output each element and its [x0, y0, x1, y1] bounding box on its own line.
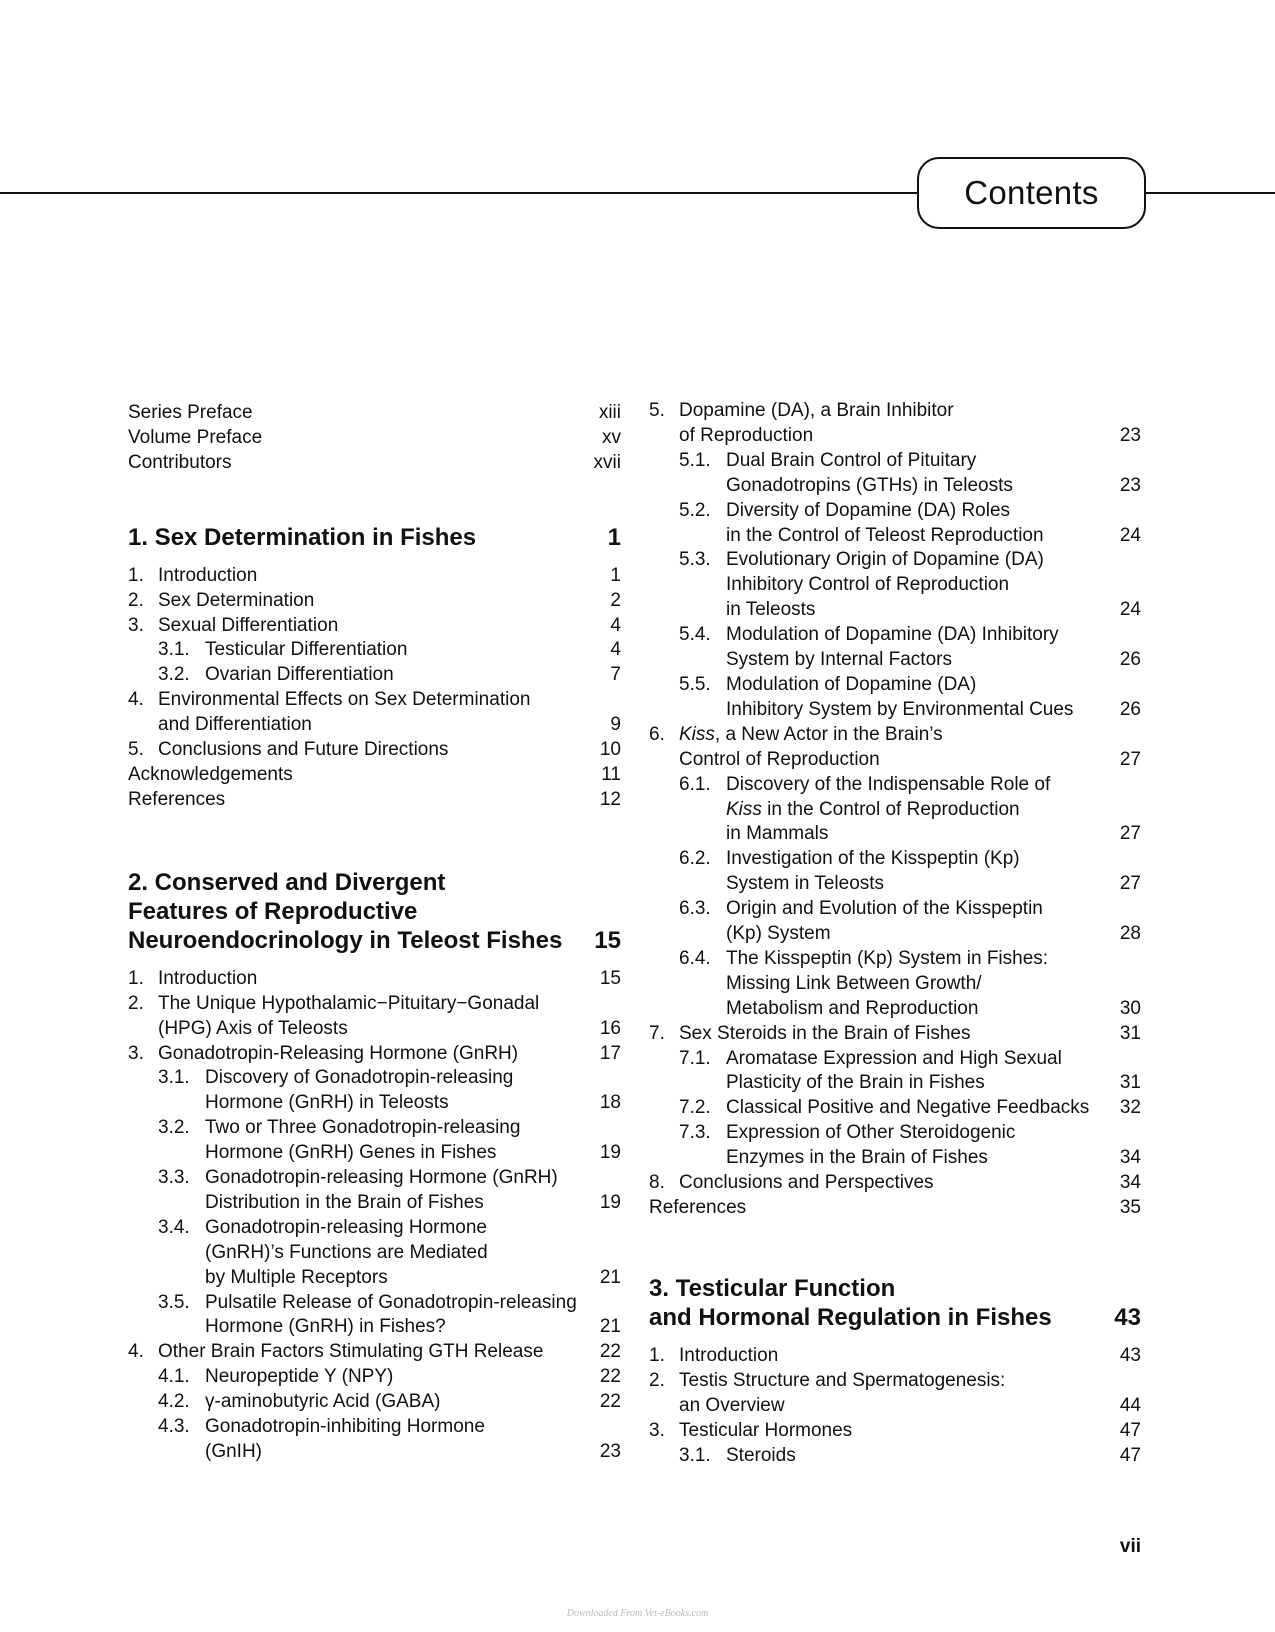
entry-page: 28: [1119, 923, 1141, 945]
entry-page: 24: [1119, 599, 1141, 621]
toc-left-column: [128, 401, 621, 1465]
entry-title: Contributors: [128, 451, 232, 473]
entry-subnumber: 5.5.: [679, 673, 711, 695]
toc-entry: [649, 1071, 1141, 1096]
toc-entry: [649, 1146, 1141, 1171]
entry-page: xiii: [598, 402, 621, 423]
entry-title: The Kisspeptin (Kp) System in Fishes:: [726, 947, 1049, 969]
entry-page: xv: [602, 426, 621, 448]
contents-heading: Contents: [964, 174, 1099, 211]
toc-entry: [128, 451, 621, 476]
entry-title: Neuropeptide Y (NPY): [205, 1366, 394, 1388]
entry-subnumber: 5.1.: [679, 449, 711, 471]
entry-subnumber: 5.2.: [679, 499, 711, 521]
entry-page: 16: [599, 1017, 621, 1039]
entry-title: References: [649, 1197, 747, 1218]
toc-entry: [649, 474, 1141, 499]
entry-page: 43: [1119, 1344, 1141, 1366]
chapter-title: and Hormonal Regulation in Fishes: [649, 1303, 1052, 1331]
entry-page: 10: [599, 739, 621, 761]
entry-page: 4: [610, 639, 621, 661]
entry-title: Origin and Evolution of the Kisspeptin: [726, 898, 1043, 920]
entry-subnumber: 3.3.: [158, 1167, 190, 1189]
entry-number: 6.: [649, 723, 665, 745]
toc-entry: [649, 947, 1141, 972]
entry-title: in Mammals: [726, 823, 829, 845]
chapter-2-heading: [128, 868, 621, 955]
entry-title: an Overview: [679, 1394, 785, 1416]
toc-entry: [649, 1196, 1141, 1221]
entry-title: Steroids: [726, 1444, 796, 1466]
entry-title: Conclusions and Future Directions: [158, 739, 449, 761]
front-matter-list: [128, 401, 621, 476]
toc-entry: [128, 1440, 621, 1465]
toc-entry: [128, 1017, 621, 1042]
chapter-3-heading: [649, 1274, 1141, 1332]
entry-page: 24: [1119, 524, 1141, 546]
entry-title: Other Brain Factors Stimulating GTH Release: [158, 1341, 544, 1363]
entry-number: 3.: [128, 614, 144, 636]
entry-subnumber: 3.4.: [158, 1216, 190, 1238]
chapter-title: Neuroendocrinology in Teleost Fishes: [128, 926, 563, 954]
toc-entry: [649, 922, 1141, 947]
entry-title: Dopamine (DA), a Brain Inhibitor: [679, 400, 954, 421]
entry-page: 19: [599, 1142, 621, 1164]
toc-entry: [128, 426, 621, 451]
entry-page: 9: [610, 714, 621, 736]
entry-subnumber: 3.5.: [158, 1291, 190, 1313]
entry-title: Hormone (GnRH) in Fishes?: [205, 1316, 446, 1338]
entry-title: System by Internal Factors: [726, 649, 952, 671]
entry-page: 7: [610, 664, 621, 686]
entry-page: 21: [599, 1316, 621, 1338]
chapter-title-line: [128, 926, 621, 955]
entry-title: (GnRH)’s Functions are Mediated: [205, 1241, 488, 1263]
toc-entry: [649, 1047, 1141, 1072]
toc-entry: [128, 663, 621, 688]
entry-page: 23: [1119, 424, 1141, 446]
entry-page: 32: [1119, 1097, 1141, 1119]
entry-title: Enzymes in the Brain of Fishes: [726, 1147, 988, 1169]
toc-entry: [128, 1390, 621, 1415]
entry-page: 18: [599, 1092, 621, 1114]
toc-entry: [128, 1216, 621, 1241]
entry-title: Expression of Other Steroidogenic: [726, 1122, 1016, 1144]
contents-heading-box: [917, 157, 1146, 229]
entry-title: γ-aminobutyric Acid (GABA): [205, 1391, 441, 1413]
entry-subnumber: 6.3.: [679, 898, 711, 920]
toc-entry: [649, 1369, 1141, 1394]
toc-entry: [128, 638, 621, 663]
chapter-1-entries: [128, 564, 621, 813]
entry-title: Volume Preface: [128, 426, 263, 448]
toc-entry: [649, 698, 1141, 723]
chapter-title: Features of Reproductive: [128, 897, 418, 925]
toc-entry: [649, 598, 1141, 623]
entry-title: Dual Brain Control of Pituitary: [726, 449, 977, 471]
entry-title: Introduction: [679, 1344, 779, 1366]
entry-page: 44: [1119, 1394, 1141, 1416]
toc-entry: [128, 688, 621, 713]
entry-title: Plasticity of the Brain in Fishes: [726, 1072, 985, 1094]
entry-page: 19: [599, 1191, 621, 1213]
entry-number: 1.: [128, 564, 144, 586]
entry-title: Hormone (GnRH) in Teleosts: [205, 1092, 449, 1114]
entry-subnumber: 7.2.: [679, 1097, 711, 1119]
toc-entry: [128, 788, 621, 813]
entry-number: 1.: [649, 1344, 665, 1366]
entry-title-rest: in the Control of Reproduction: [761, 798, 1020, 820]
entry-number: 1.: [128, 967, 144, 989]
entry-title: [679, 723, 1141, 748]
toc-entry: [128, 1291, 621, 1316]
entry-subnumber: 6.1.: [679, 773, 711, 795]
toc-entry: [128, 614, 621, 639]
entry-title: Conclusions and Perspectives: [679, 1172, 934, 1194]
entry-subnumber: 3.1.: [158, 1067, 190, 1089]
entry-page: 27: [1119, 748, 1141, 770]
entry-page: 2: [610, 589, 621, 611]
entry-page: 27: [1119, 873, 1141, 895]
toc-entry: [649, 623, 1141, 648]
toc-entry: [128, 401, 621, 426]
entry-page: 26: [1119, 649, 1141, 671]
toc-entry: [649, 1171, 1141, 1196]
entry-subnumber: 3.1.: [679, 1444, 711, 1466]
entry-title: System in Teleosts: [726, 873, 885, 895]
entry-number: 4.: [128, 689, 144, 711]
entry-subnumber: 7.1.: [679, 1047, 711, 1069]
entry-page: 27: [1119, 823, 1141, 845]
entry-title-italic: Kiss: [679, 723, 715, 745]
entry-number: 8.: [649, 1172, 665, 1194]
entry-title: Classical Positive and Negative Feedbacks: [726, 1097, 1090, 1119]
toc-entry: [128, 1241, 621, 1266]
toc-entry: [649, 1444, 1141, 1469]
entry-number: 2.: [649, 1369, 665, 1391]
chapter-2-entries-left: [128, 967, 621, 1465]
toc-entry: [649, 773, 1141, 798]
toc-entry: [128, 1365, 621, 1390]
entry-page: 23: [1119, 474, 1141, 496]
entry-title: Control of Reproduction: [679, 748, 880, 770]
entry-title: References: [128, 788, 226, 810]
toc-entry: [649, 1394, 1141, 1419]
entry-subnumber: 4.3.: [158, 1416, 190, 1438]
entry-page: 4: [610, 614, 621, 636]
entry-title: Diversity of Dopamine (DA) Roles: [726, 499, 1011, 521]
toc-entry: [649, 798, 1141, 823]
toc-entry: [649, 1022, 1141, 1047]
entry-title: Gonadotropin-releasing Hormone: [205, 1216, 487, 1238]
toc-entry: [649, 424, 1141, 449]
entry-title: Evolutionary Origin of Dopamine (DA): [726, 549, 1044, 571]
toc-entry: [649, 1419, 1141, 1444]
entry-title: The Unique Hypothalamic−Pituitary−Gonadal: [158, 992, 540, 1014]
entry-title: Hormone (GnRH) Genes in Fishes: [205, 1142, 497, 1164]
entry-title: and Differentiation: [158, 714, 312, 736]
toc-entry: [649, 897, 1141, 922]
entry-title: Testis Structure and Spermatogenesis:: [679, 1369, 1006, 1391]
entry-subnumber: 5.3.: [679, 549, 711, 571]
entry-page: 15: [599, 967, 621, 989]
entry-number: 5.: [128, 739, 144, 761]
toc-entry: [128, 589, 621, 614]
entry-subnumber: 4.1.: [158, 1366, 190, 1388]
entry-subnumber: 4.2.: [158, 1391, 190, 1413]
entry-title: Missing Link Between Growth/: [726, 972, 982, 994]
entry-title: of Reproduction: [679, 424, 814, 446]
toc-entry: [649, 499, 1141, 524]
entry-title: Gonadotropin-Releasing Hormone (GnRH): [158, 1042, 519, 1064]
entry-title: Series Preface: [128, 402, 253, 423]
chapter-page: 1: [607, 523, 621, 551]
watermark: Downloaded From Vet-eBooks.com: [566, 1608, 709, 1619]
toc-entry: [128, 1116, 621, 1141]
entry-page: 23: [599, 1441, 621, 1462]
entry-title: Two or Three Gonadotropin-releasing: [205, 1117, 521, 1139]
entry-title: Sex Steroids in the Brain of Fishes: [679, 1022, 971, 1044]
entry-page: 47: [1119, 1419, 1141, 1441]
toc-entry: [128, 1166, 621, 1191]
entry-title-rest: , a New Actor in the Brain’s: [714, 723, 943, 745]
entry-number: 4.: [128, 1341, 144, 1363]
entry-page: 11: [601, 763, 621, 785]
toc-entry: [128, 564, 621, 589]
toc-entry: [649, 524, 1141, 549]
entry-title: (GnIH): [205, 1441, 262, 1462]
chapter-title-line: [128, 897, 621, 926]
entry-title: Introduction: [158, 564, 258, 586]
toc-entry: [128, 1340, 621, 1365]
toc-entry: [128, 763, 621, 788]
entry-title: Acknowledgements: [128, 763, 293, 785]
entry-title: Discovery of the Indispensable Role of: [726, 773, 1051, 795]
toc-entry: [649, 723, 1141, 748]
entry-title: in the Control of Teleost Reproduction: [726, 524, 1044, 546]
entry-number: 5.: [649, 400, 665, 421]
toc-entry: [649, 872, 1141, 897]
toc-right-column: [649, 399, 1141, 1468]
entry-page: 22: [599, 1341, 621, 1363]
entry-title: Discovery of Gonadotropin-releasing: [205, 1067, 514, 1089]
entry-title: Gonadotropins (GTHs) in Teleosts: [726, 474, 1013, 496]
toc-entry: [128, 1191, 621, 1216]
entry-number: 2.: [128, 589, 144, 611]
toc-entry: [128, 738, 621, 763]
entry-title: Inhibitory System by Environmental Cues: [726, 698, 1074, 720]
entry-title: Metabolism and Reproduction: [726, 997, 979, 1019]
entry-title: Modulation of Dopamine (DA) Inhibitory: [726, 624, 1059, 646]
chapter-page: 43: [1114, 1303, 1141, 1331]
entry-subnumber: 3.2.: [158, 1117, 190, 1139]
entry-page: 31: [1119, 1072, 1141, 1094]
entry-title: Pulsatile Release of Gonadotropin-releasing: [205, 1291, 577, 1313]
chapter-title: 3. Testicular Function: [649, 1274, 896, 1302]
toc-entry: [649, 449, 1141, 474]
toc-entry: [128, 1266, 621, 1291]
entry-title: Testicular Differentiation: [205, 639, 408, 661]
toc-entry: [649, 648, 1141, 673]
entry-title: Aromatase Expression and High Sexual: [726, 1047, 1062, 1069]
chapter-1-heading: [128, 523, 621, 552]
chapter-3-entries: [649, 1344, 1141, 1469]
toc-entry: [128, 1066, 621, 1091]
entry-page: 17: [599, 1042, 621, 1064]
entry-number: 2.: [128, 992, 144, 1014]
entry-page: 30: [1119, 997, 1141, 1019]
chapter-title-line: [128, 868, 621, 897]
toc-entry: [649, 748, 1141, 773]
entry-title: Gonadotropin-inhibiting Hormone: [205, 1416, 485, 1438]
entry-title: by Multiple Receptors: [205, 1266, 388, 1288]
toc-entry: [128, 1091, 621, 1116]
entry-page: xvii: [593, 451, 621, 473]
entry-title: in Teleosts: [726, 599, 816, 621]
entry-title: Testicular Hormones: [679, 1419, 853, 1441]
toc-entry: [649, 399, 1141, 424]
entry-title: Inhibitory Control of Reproduction: [726, 574, 1010, 596]
entry-number: 3.: [128, 1042, 144, 1064]
chapter-title-line: [649, 1303, 1141, 1332]
entry-subnumber: 5.4.: [679, 624, 711, 646]
toc-entry: [649, 1096, 1141, 1121]
chapter-page: 15: [594, 926, 621, 954]
entry-title: Sexual Differentiation: [158, 614, 339, 636]
toc-entry: [649, 1344, 1141, 1369]
toc-entry: [128, 1042, 621, 1067]
toc-entry: [128, 992, 621, 1017]
entry-subnumber: 3.1.: [158, 639, 190, 661]
entry-title: Introduction: [158, 967, 258, 989]
entry-title: (HPG) Axis of Teleosts: [158, 1017, 348, 1039]
toc-entry: [649, 1121, 1141, 1146]
entry-page: 34: [1119, 1147, 1141, 1169]
entry-number: 3.: [649, 1419, 665, 1441]
entry-page: 26: [1119, 698, 1141, 720]
entry-page: 31: [1119, 1022, 1141, 1044]
entry-title: [726, 798, 1141, 823]
page-number: vii: [1119, 1536, 1141, 1557]
toc-entry: [649, 573, 1141, 598]
chapter-2-entries-right: [649, 399, 1141, 1221]
entry-number: 7.: [649, 1022, 665, 1044]
entry-title: Investigation of the Kisspeptin (Kp): [726, 848, 1020, 870]
entry-page: 47: [1119, 1444, 1141, 1466]
entry-title: Sex Determination: [158, 589, 315, 611]
entry-page: 22: [599, 1366, 621, 1388]
toc-entry: [649, 972, 1141, 997]
chapter-title: 2. Conserved and Divergent: [128, 868, 446, 896]
entry-page: 34: [1119, 1172, 1141, 1194]
toc-entry: [128, 967, 621, 992]
chapter-title-line: [128, 523, 621, 552]
entry-title: Environmental Effects on Sex Determination: [158, 689, 531, 711]
toc-entry: [649, 997, 1141, 1022]
entry-title: Modulation of Dopamine (DA): [726, 673, 977, 695]
entry-title: (Kp) System: [726, 923, 831, 945]
entry-subnumber: 3.2.: [158, 664, 190, 686]
chapter-title: 1. Sex Determination in Fishes: [128, 523, 477, 551]
entry-page: 21: [599, 1266, 621, 1288]
toc-entry: [128, 1141, 621, 1166]
entry-subnumber: 6.4.: [679, 947, 711, 969]
entry-subnumber: 6.2.: [679, 848, 711, 870]
toc-entry: [128, 1415, 621, 1440]
toc-entry: [649, 673, 1141, 698]
toc-entry: [128, 713, 621, 738]
entry-page: 1: [610, 564, 621, 586]
entry-page: 22: [599, 1391, 621, 1413]
toc-entry: [649, 822, 1141, 847]
toc-entry: [649, 548, 1141, 573]
chapter-title-line: [649, 1274, 1141, 1303]
entry-page: 12: [599, 788, 621, 810]
entry-page: 35: [1119, 1197, 1141, 1218]
entry-title: Ovarian Differentiation: [205, 664, 394, 686]
toc-entry: [128, 1315, 621, 1340]
toc-entry: [649, 847, 1141, 872]
entry-subnumber: 7.3.: [679, 1122, 711, 1144]
entry-title-italic: Kiss: [726, 798, 762, 820]
entry-title: Distribution in the Brain of Fishes: [205, 1191, 484, 1213]
entry-title: Gonadotropin-releasing Hormone (GnRH): [205, 1167, 558, 1189]
